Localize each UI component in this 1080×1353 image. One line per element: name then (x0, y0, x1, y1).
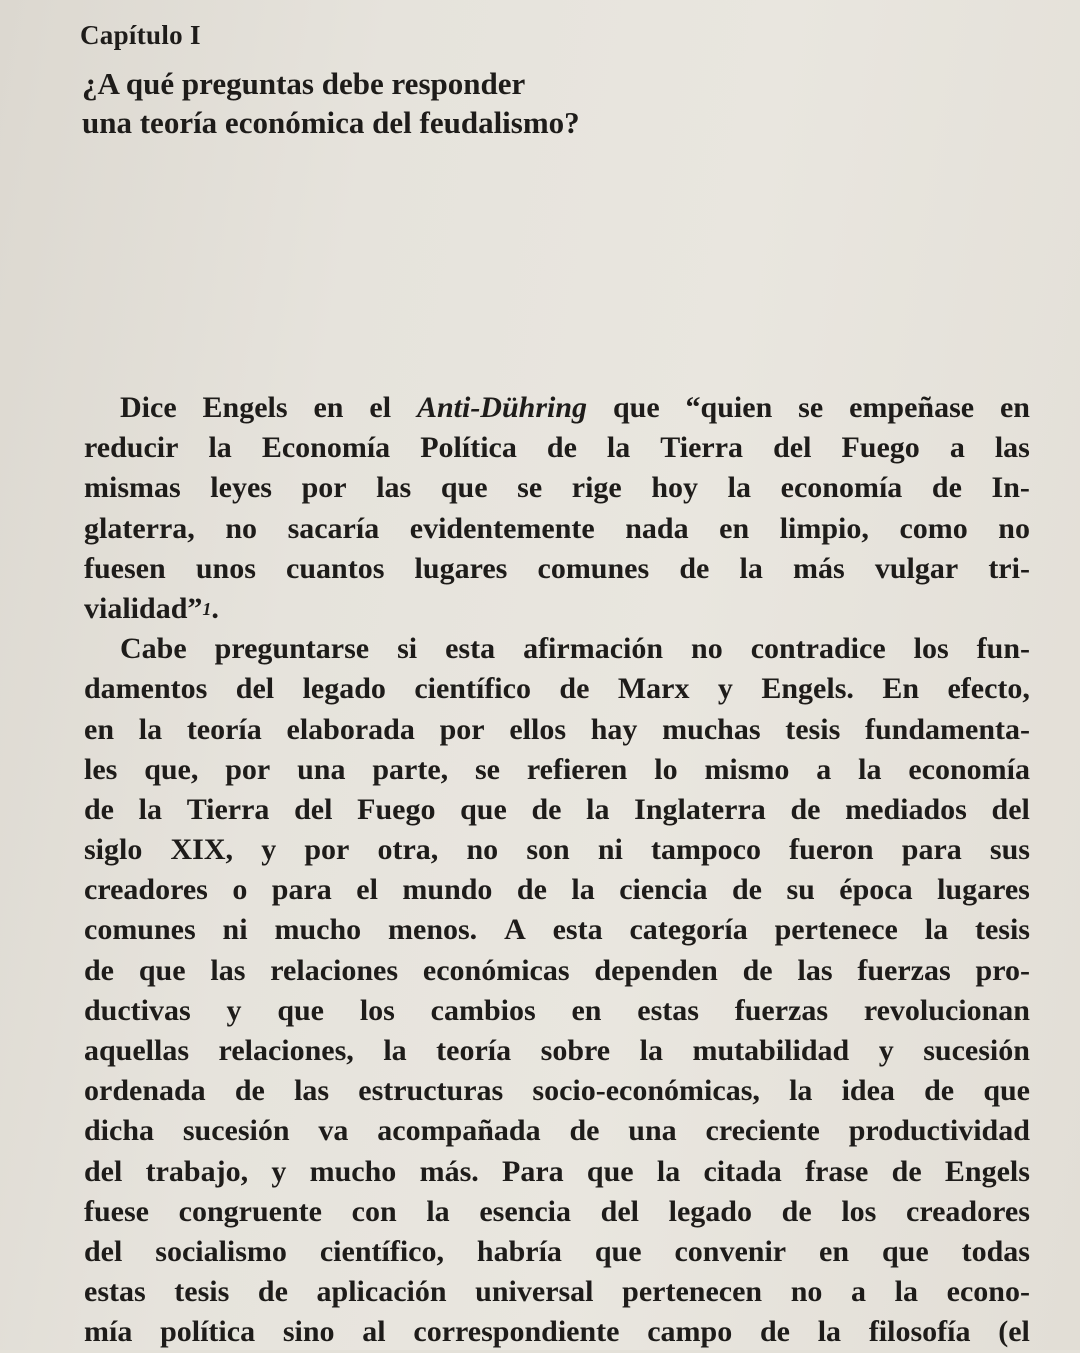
word: de (559, 672, 590, 706)
word: la (383, 1034, 407, 1067)
word: teoría (436, 1034, 512, 1067)
word: tesis (174, 1275, 230, 1309)
word: legado (302, 672, 386, 706)
word: damentos (84, 672, 208, 706)
word: universal (475, 1275, 594, 1309)
text-line (84, 870, 1030, 910)
word: fueron (789, 833, 874, 867)
word: fuerzas (857, 953, 951, 987)
word: lo (654, 752, 678, 786)
word: revolucionan (863, 993, 1030, 1027)
word: de (759, 1315, 790, 1349)
word: esta (552, 913, 603, 947)
word: Engels (202, 391, 288, 424)
text-line (84, 388, 1030, 428)
word: la (138, 792, 163, 826)
word: que (881, 1234, 929, 1268)
word: socio-económicas, (532, 1074, 760, 1108)
word: citada (703, 1154, 782, 1188)
word: mundo (402, 873, 493, 907)
word: fundamenta- (864, 712, 1030, 746)
word: por (439, 712, 485, 746)
word: XIX, (170, 833, 234, 867)
word: A (504, 913, 526, 947)
word: Inglaterra (634, 792, 766, 826)
word: los (359, 993, 395, 1027)
word: de (790, 792, 821, 826)
word: no (998, 511, 1030, 545)
word: idea (841, 1074, 895, 1108)
word: tesis (785, 712, 841, 746)
word: más (792, 551, 845, 585)
paragraph (84, 388, 1030, 629)
word: se (798, 391, 824, 424)
word: cuantos (286, 551, 385, 585)
word: limpio, (779, 511, 869, 545)
word: dependen (594, 953, 718, 987)
word: que (594, 1234, 642, 1268)
word: relaciones, (218, 1034, 354, 1067)
text-line (84, 951, 1030, 991)
word: sucesión (923, 1034, 1030, 1067)
body-text (84, 388, 1030, 1353)
word: cambios (430, 993, 536, 1027)
word: teoría (186, 712, 262, 746)
word: de (546, 431, 577, 465)
word: muchas (662, 712, 761, 746)
word: del (84, 1154, 123, 1188)
word: estructuras (358, 1074, 504, 1108)
word: mucho (274, 913, 362, 947)
word: ni (222, 913, 248, 947)
word: elaborada (286, 712, 415, 746)
word: sobre (540, 1034, 611, 1067)
chapter-title-line-1: ¿A qué preguntas debe responder (82, 66, 526, 101)
word: mutabilidad (692, 1034, 850, 1067)
word: no (691, 632, 723, 666)
chapter-title-line-2: una teoría económica del feudalismo? (82, 105, 580, 140)
word: no (790, 1275, 823, 1309)
word: empeñase (849, 391, 975, 424)
word: socialismo (155, 1234, 287, 1268)
word: una (628, 1114, 677, 1148)
word: y (261, 833, 277, 867)
word: la (208, 431, 232, 465)
word: mismas (84, 471, 181, 505)
word: siglo (84, 833, 143, 867)
word: de (234, 1074, 265, 1108)
word: Tierra (660, 431, 744, 465)
word: lugares (414, 551, 508, 585)
word: glaterra, (84, 511, 195, 545)
text-line (84, 1152, 1030, 1192)
word: de (931, 471, 962, 505)
text-line (84, 1312, 1030, 1352)
word: a (816, 752, 832, 786)
word: de (742, 953, 773, 987)
text-line (84, 589, 1030, 629)
word: ciencia (619, 873, 708, 907)
word: refieren (526, 752, 628, 786)
word: y (226, 993, 242, 1027)
word: época (839, 873, 913, 907)
word: parte, (372, 752, 449, 786)
word: de (84, 792, 114, 826)
word: de (924, 1074, 955, 1108)
word: a (949, 431, 965, 465)
word: esta (445, 632, 496, 666)
word: científico, (319, 1234, 444, 1268)
paragraph (84, 629, 1030, 1352)
word: aquellas (84, 1034, 190, 1067)
word: se (517, 471, 543, 505)
word: más. (419, 1154, 479, 1188)
word: fuese (84, 1194, 149, 1228)
word: la (571, 873, 595, 907)
word: contradice (750, 632, 886, 666)
word: ordenada (84, 1074, 206, 1108)
word: campo (647, 1315, 733, 1349)
word: Fuego (357, 792, 436, 826)
word: del (600, 1194, 639, 1228)
text-line (84, 1031, 1030, 1071)
word: o (232, 873, 248, 907)
word: tri- (988, 551, 1030, 585)
word: de (84, 953, 114, 987)
word: creciente (705, 1114, 820, 1148)
word: dicha (84, 1114, 155, 1148)
word: el (369, 391, 392, 424)
word: científico (414, 672, 531, 706)
word: que, (144, 752, 199, 786)
word: fun- (976, 632, 1030, 666)
word: otra, (377, 833, 439, 867)
word: ni (597, 833, 623, 867)
word: del (773, 431, 812, 465)
word: de (891, 1154, 922, 1188)
word: las (994, 431, 1030, 465)
word: a (851, 1275, 867, 1309)
word: En (882, 672, 920, 706)
text-line (84, 991, 1030, 1031)
word: que (586, 1154, 634, 1188)
word: economía (780, 471, 903, 505)
word: en (571, 993, 602, 1027)
word: todas (961, 1234, 1030, 1268)
word: tampoco (651, 833, 761, 867)
word: correspondiente (413, 1315, 620, 1349)
word: la (426, 1194, 450, 1228)
word: estas (84, 1275, 146, 1309)
word: mismo (704, 752, 790, 786)
text-line (84, 549, 1030, 589)
word: para (901, 833, 962, 867)
word: la (138, 712, 163, 746)
word: sacaría (287, 511, 380, 545)
word: las (376, 471, 412, 505)
word: fuesen (84, 551, 166, 585)
word: Tierra (186, 792, 270, 826)
text-line (84, 1272, 1030, 1312)
word: Para (502, 1154, 564, 1188)
word: mediados (845, 792, 967, 826)
word: su (786, 873, 815, 907)
text-line (84, 428, 1030, 468)
word: en (819, 1234, 850, 1268)
word: unos (195, 551, 256, 585)
word: no (225, 511, 258, 545)
word: preguntarse (214, 632, 370, 666)
text-line (84, 1232, 1030, 1272)
word: productividad (848, 1114, 1030, 1148)
word: las (797, 953, 833, 987)
word: acompañada (377, 1114, 541, 1148)
word: con (351, 1194, 397, 1228)
word: mía (84, 1315, 133, 1349)
word: la (739, 551, 763, 585)
word: vulgar (874, 551, 959, 585)
text-line (84, 790, 1030, 830)
word: filosofía (868, 1315, 971, 1349)
word: trabajo, (145, 1154, 249, 1188)
word: congruente (178, 1194, 322, 1228)
word: Política (420, 431, 517, 465)
word: categoría (629, 913, 748, 947)
text-line (84, 509, 1030, 549)
word: que (460, 792, 507, 826)
word: creadores (84, 873, 208, 907)
word: In- (991, 471, 1030, 505)
word: por (301, 471, 347, 505)
word: tesis (974, 913, 1030, 947)
word: pertenecen (622, 1275, 763, 1309)
word: hay (590, 712, 638, 746)
word: política (160, 1315, 256, 1349)
word: de (257, 1275, 288, 1309)
word: no (466, 833, 499, 867)
text-line (84, 750, 1030, 790)
word: las (294, 1074, 330, 1108)
word: pertenece (774, 913, 898, 947)
word: la (789, 1074, 813, 1108)
word: del (235, 672, 275, 706)
word: en (999, 391, 1030, 424)
word: frase (805, 1154, 869, 1188)
word: ductivas (84, 993, 191, 1027)
word: mucho (309, 1154, 397, 1188)
text-line (84, 1111, 1030, 1151)
word: la (727, 471, 752, 505)
word: los (841, 1194, 877, 1228)
word: . (211, 591, 219, 625)
word: del (84, 1234, 123, 1268)
word: como (899, 511, 968, 545)
text-line (84, 629, 1030, 669)
word: sus (989, 833, 1030, 867)
word: va (318, 1114, 349, 1148)
word: comunes (537, 551, 650, 585)
word: convenir (674, 1234, 787, 1268)
text-line (84, 468, 1030, 508)
word: rige (571, 471, 622, 505)
word: la (858, 752, 882, 786)
word: económicas (422, 953, 570, 987)
text-line (84, 830, 1030, 870)
word: se (475, 752, 500, 786)
word: las (210, 953, 246, 987)
word: de (516, 873, 547, 907)
word: de (531, 792, 562, 826)
word: del (991, 792, 1030, 826)
word: y (271, 1154, 287, 1188)
word: legado (668, 1194, 752, 1228)
text-line (84, 910, 1030, 950)
word: (el (998, 1315, 1030, 1349)
word: en (84, 712, 114, 746)
chapter-label: Capítulo I (80, 20, 201, 50)
text-line (84, 1071, 1030, 1111)
word: reducir (84, 431, 179, 465)
word: la (924, 913, 949, 947)
word: ellos (509, 712, 566, 746)
word: de (679, 551, 710, 585)
word: de (781, 1194, 812, 1228)
chapter-title (82, 64, 782, 142)
word: relaciones (270, 953, 399, 987)
word: Cabe (120, 632, 187, 666)
word: la (656, 1154, 681, 1188)
word: que (983, 1074, 1030, 1108)
word: habría (476, 1234, 562, 1268)
word: Marx (617, 672, 690, 706)
word: por (225, 752, 271, 786)
word: leyes (210, 471, 272, 505)
word: de (731, 873, 762, 907)
word: son (526, 833, 570, 867)
word: lugares (937, 873, 1030, 907)
word: la (894, 1275, 918, 1309)
word: para (271, 873, 332, 907)
word: Engels (944, 1154, 1030, 1188)
word: los (913, 632, 949, 666)
word: Economía (261, 431, 391, 465)
word: economía (908, 752, 1030, 786)
word: que (440, 471, 488, 505)
word: Anti-Dühring (416, 391, 588, 424)
word: de (569, 1114, 600, 1148)
word: que (612, 391, 660, 424)
word: en (719, 511, 750, 545)
word: una (297, 752, 346, 786)
word: vialidad” (84, 591, 203, 625)
word: Fuego (841, 431, 920, 465)
word: “quien (685, 391, 773, 424)
text-line (84, 710, 1030, 750)
word: pro- (975, 953, 1030, 987)
word: si (397, 632, 418, 666)
word: Engels. (761, 672, 854, 706)
word: en (313, 391, 344, 424)
word: estas (637, 993, 699, 1027)
word: la (639, 1034, 663, 1067)
word: que (277, 993, 324, 1027)
word: Dice (120, 391, 177, 424)
text-line (84, 1192, 1030, 1232)
footnote-mark: 1 (202, 598, 212, 619)
word: la (606, 431, 631, 465)
word: que (138, 953, 186, 987)
text-line (84, 669, 1030, 709)
word: hoy (651, 471, 699, 505)
word: creadores (906, 1194, 1030, 1228)
word: nada (625, 511, 689, 545)
word: sucesión (182, 1114, 290, 1148)
word: la (817, 1315, 842, 1349)
word: esencia (479, 1194, 571, 1228)
word: y (717, 672, 733, 706)
word: econo- (946, 1275, 1030, 1309)
word: del (294, 792, 333, 826)
word: fuerzas (734, 993, 829, 1027)
word: y (878, 1034, 894, 1067)
word: la (586, 792, 610, 826)
word: al (362, 1315, 386, 1349)
word: el (356, 873, 378, 907)
word: les (84, 752, 118, 786)
word: efecto, (947, 672, 1030, 706)
word: por (304, 833, 350, 867)
word: evidentemente (409, 511, 595, 545)
word: afirmación (523, 632, 664, 666)
word: aplicación (316, 1275, 447, 1309)
word: comunes (84, 913, 196, 947)
word: sino (282, 1315, 335, 1349)
word: menos. (388, 913, 478, 947)
